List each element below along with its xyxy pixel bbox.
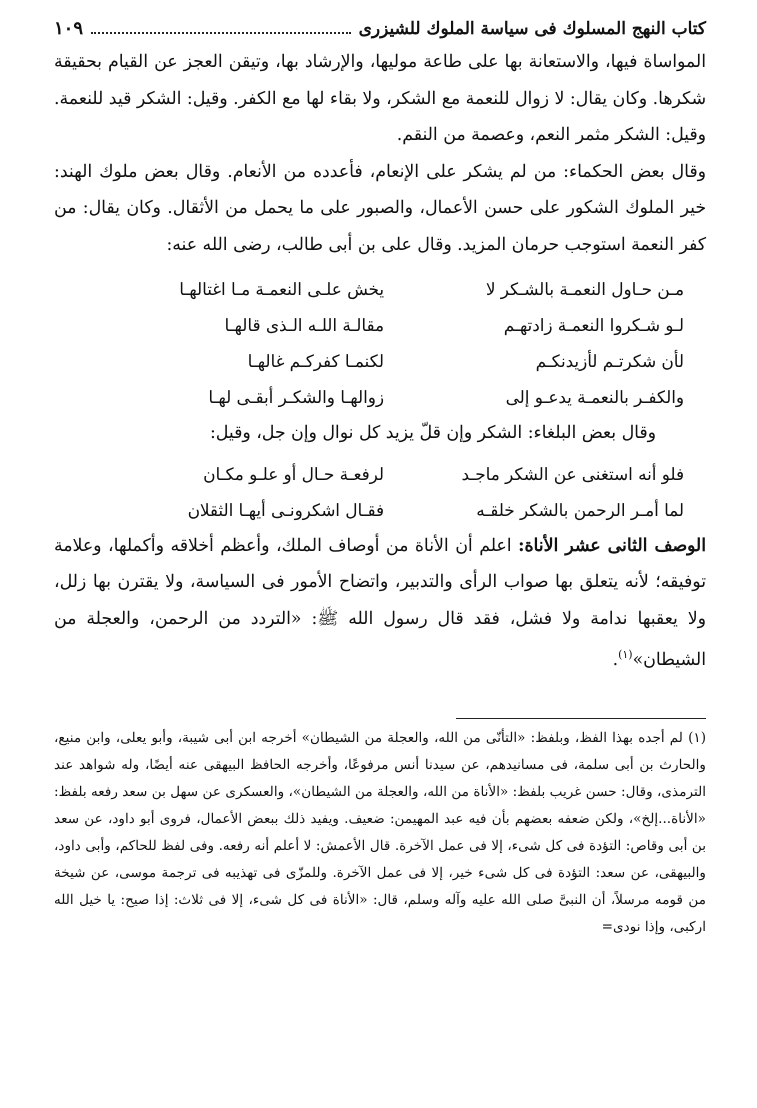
paragraph-sayings: وقال بعض الحكماء: من لم يشكر على الإنعام، فأعدده من الأنعام. وقال بعض ملوك الهند: خير الملوك الشكور على حسن الأعمال، والصبور على ما يحمل من الأثقال. وكان يقال: من كفر النعمة استوجب حرمان المزيد. وقال على بن أبى طالب، رضى الله عنه: xyxy=(54,161,706,255)
footnote-reference[interactable]: (١) xyxy=(618,648,633,661)
verse-second-hemistich: لكنمـا كفركـم غالهـا xyxy=(247,351,384,371)
poem-ali xyxy=(90,271,690,415)
verse-second-hemistich: يخش علـى النعمـة مـا اغتالهـا xyxy=(179,279,384,299)
poem-verse xyxy=(90,492,690,528)
footnote: (١) لم أجده بهذا الفظ، وبلفظ: «التأنّى من الله، والعجلة من الشيطان» أخرجه ابن أبى شيبة، وأبو يعلى، وابن منيع، والحارث بن أبى سلمة، فى مسانيدهم، عن سيدنا أنس مرفوعًا، وأخرجه الحافظ البيهقى عنه أيضًا، وله شواهد عند الترمذى، وقال: حسن غريب بلفظ: «الأناة من الله، والعجلة من الشيطان»، والعسكرى عن سهل بن سعد رفعه بلفظ: «الأناة...إلخ»، ولكن ضعفه بعضهم بأن فيه عبد المهيمن: ضعيف. ويفيد ذلك ببعض الأعمال، فروى أبو داود، عن سعد بن أبى وقاص: التؤدة فى كل شىء، إلا فى عمل الآخرة. قال الأعمش: لا أعلم أنه رفعه. وفى لفظ للحاكم، وأبى داود، والبيهقى، عن سعد: التؤدة فى كل شىء خير، إلا فى عمل الآخرة. وللمزّى فى تهذيبه فى ترجمة موسى، عن شيخة من قومه مرسلاً، أن النبىَّ صلى الله عليه وآله وسلم، قال: «الأناة فى كل شىء، إلا فى ثلاث: إذا صيح: يا خيل الله اركبى، وإذا نودى= xyxy=(54,730,706,936)
verse-first-hemistich: والكفـر بالنعمـة يدعـو إلى xyxy=(505,387,684,407)
verse-second-hemistich: مقالـة اللـه الـذى قالهـا xyxy=(224,315,384,335)
paragraph-patience xyxy=(54,528,706,679)
verse-first-hemistich: مـن حـاول النعمـة بالشـكر لا xyxy=(485,279,684,299)
verse-second-hemistich: زوالهـا والشكـر أبقـى لهـا xyxy=(208,387,384,407)
section-body: اعلم أن الأناة من أوصاف الملك، وأعظم أخلاقه وأكملها، وعلامة توفيقه؛ لأنه يتعلق بها صواب الرأى والتدبير، واتضاح الأمور فى السياسة، ولا يقترن بها زلل، ولا يعقبها ندامة ولا فشل، فقد قال رسول الله ﷺ: «التردد من الرحمن، والعجلة من الشيطان» xyxy=(54,535,706,670)
verse-first-hemistich: لـو شـكروا النعمـة زادتهـم xyxy=(503,315,684,335)
header-dot-leader xyxy=(91,32,351,34)
book-page xyxy=(54,18,706,941)
verse-second-hemistich: فقـال اشكرونـى أيهـا الثقلان xyxy=(187,499,384,520)
footnote-separator xyxy=(456,718,706,719)
running-header xyxy=(54,18,706,44)
paragraph-eloquent: وقال بعض البلغاء: الشكر وإن قلّ يزيد كل نوال وإن جل، وقيل: xyxy=(209,423,656,443)
paragraph-gratitude: المواساة فيها، والاستعانة بها على طاعة موليها، والإرشاد بها، وتيقن العجز عن القيام بحقيقة شكرها. وكان يقال: لا زوال للنعمة مع الشكر، ولا بقاء لها مع الكفر. وقيل: الشكر قيد للنعمة. وقيل: الشكر مثمر النعم، وعصمة من النقم. xyxy=(54,52,706,145)
verse-first-hemistich: فلو أنه استغنى عن الشكر ماجـد xyxy=(461,463,684,484)
poem-verse xyxy=(90,343,690,379)
verse-second-hemistich: لرفعـة حـال أو علـو مكـان xyxy=(203,463,384,484)
poem-verse xyxy=(90,271,690,307)
poem-verse xyxy=(90,307,690,343)
sentence-end: . xyxy=(612,649,619,670)
poem-verse xyxy=(90,456,690,492)
section-heading: الوصف الثانى عشر الأناة: xyxy=(518,535,706,556)
poem-gratitude xyxy=(90,456,690,528)
verse-first-hemistich: لأن شكرتـم لأزيدنكـم xyxy=(535,351,684,371)
poem-verse xyxy=(90,379,690,415)
page-number: ١٠٩ xyxy=(54,18,84,39)
book-title: كتاب النهج المسلوك فى سياسة الملوك للشيزرى xyxy=(358,19,706,39)
verse-first-hemistich: لما أمـر الرحمن بالشكر خلقـه xyxy=(476,499,684,520)
